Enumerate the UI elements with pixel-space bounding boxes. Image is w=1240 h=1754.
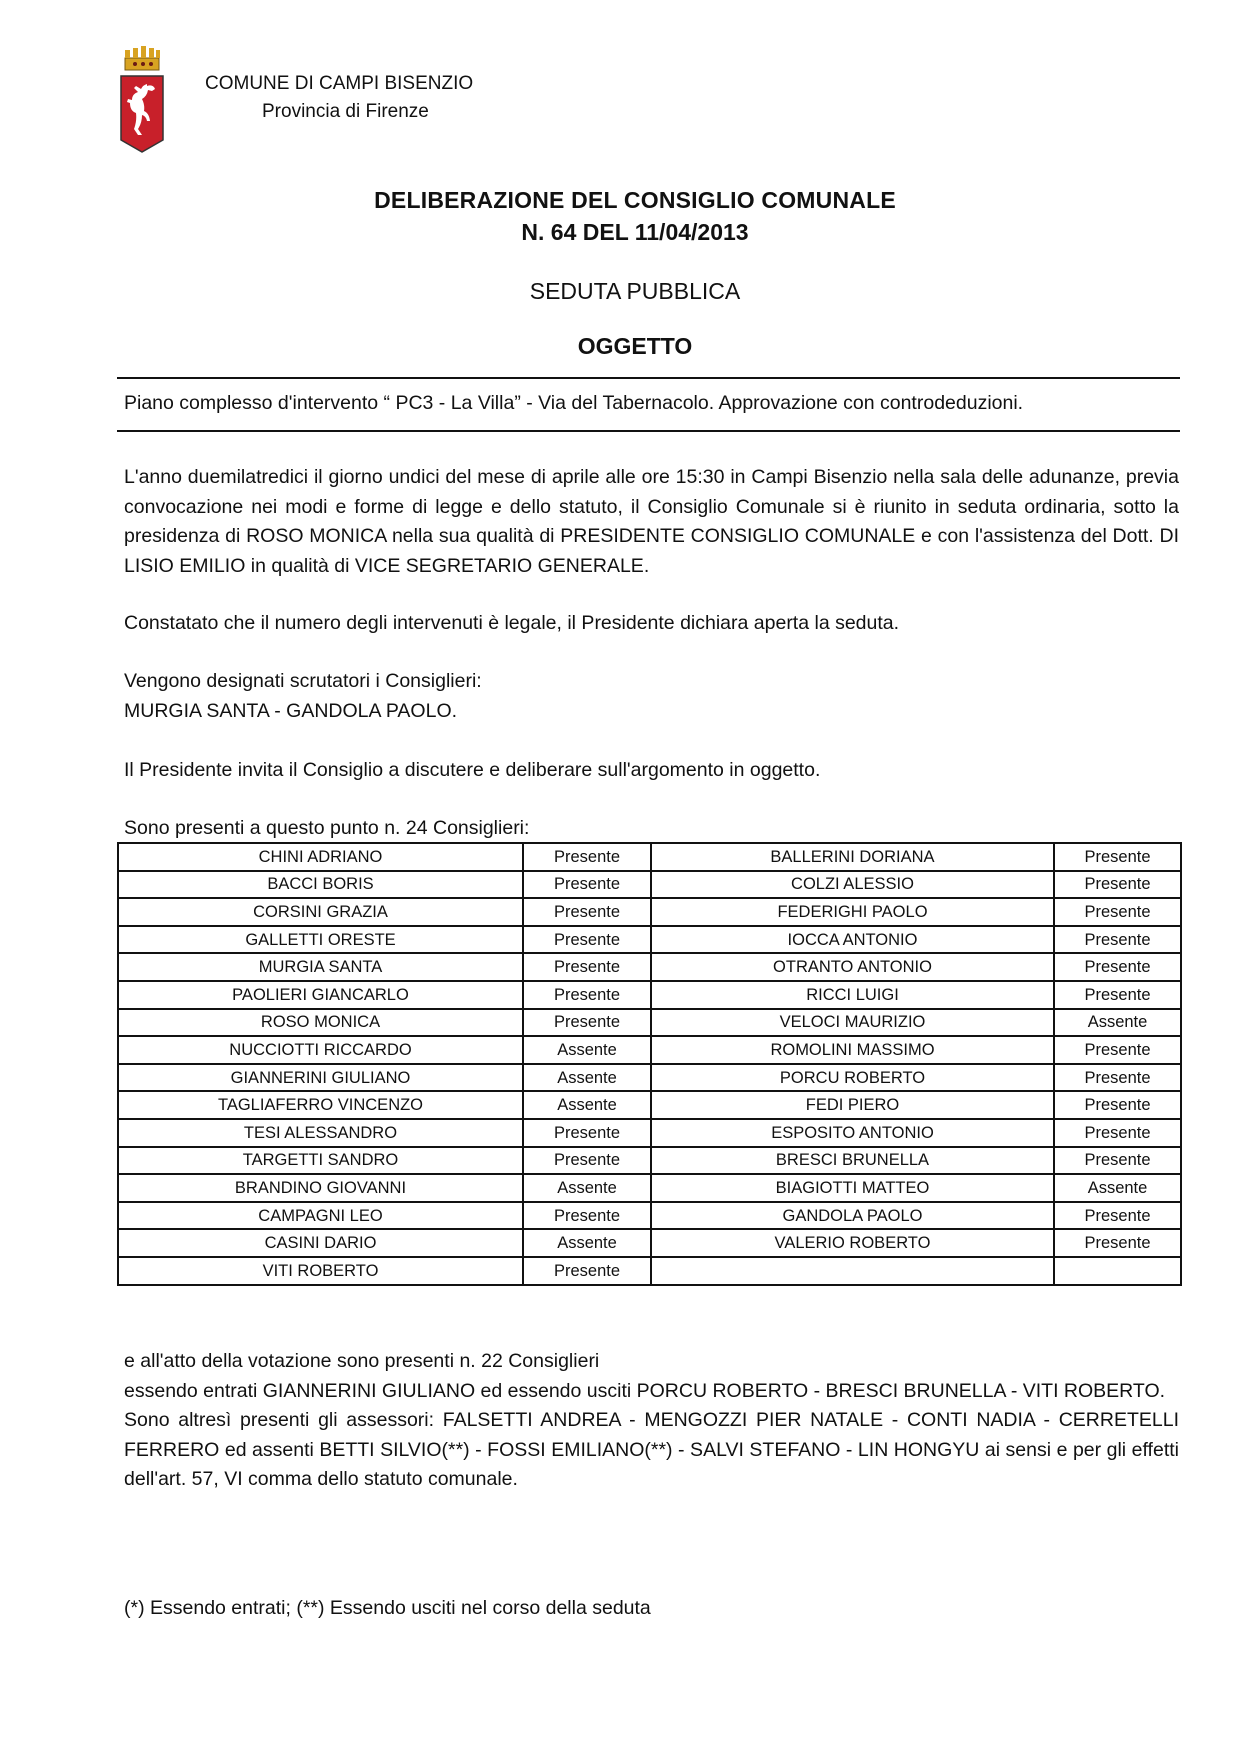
councillor-name: GANDOLA PAOLO bbox=[651, 1202, 1054, 1230]
table-row bbox=[118, 843, 1181, 871]
attendance-status: Presente bbox=[1054, 981, 1181, 1009]
divider-bottom bbox=[117, 430, 1180, 432]
attendance-status: Presente bbox=[1054, 953, 1181, 981]
councillor-name: PAOLIERI GIANCARLO bbox=[118, 981, 523, 1009]
councillor-name: TAGLIAFERRO VINCENZO bbox=[118, 1091, 523, 1119]
attendance-status: Presente bbox=[523, 898, 651, 926]
councillor-name: RICCI LUIGI bbox=[651, 981, 1054, 1009]
councillor-name: IOCCA ANTONIO bbox=[651, 926, 1054, 954]
attendance-table bbox=[117, 842, 1182, 1286]
councillor-name: MURGIA SANTA bbox=[118, 953, 523, 981]
councillor-name: FEDERIGHI PAOLO bbox=[651, 898, 1054, 926]
councillor-name: BALLERINI DORIANA bbox=[651, 843, 1054, 871]
councillor-name: VALERIO ROBERTO bbox=[651, 1229, 1054, 1257]
councillor-name: CORSINI GRAZIA bbox=[118, 898, 523, 926]
comune-name: COMUNE DI CAMPI BISENZIO bbox=[205, 73, 474, 94]
table-row bbox=[118, 953, 1181, 981]
attendance-status: Assente bbox=[523, 1091, 651, 1119]
councillor-name: VITI ROBERTO bbox=[118, 1257, 523, 1285]
attendance-status: Presente bbox=[1054, 843, 1181, 871]
scrutatori-names: MURGIA SANTA - GANDOLA PAOLO. bbox=[124, 699, 458, 722]
councillor-name: VELOCI MAURIZIO bbox=[651, 1009, 1054, 1037]
councillor-name: CAMPAGNI LEO bbox=[118, 1202, 523, 1230]
attendance-status: Presente bbox=[523, 871, 651, 899]
attendance-status: Presente bbox=[1054, 1202, 1181, 1230]
table-row bbox=[118, 926, 1181, 954]
councillor-name: ROSO MONICA bbox=[118, 1009, 523, 1037]
table-row bbox=[118, 1036, 1181, 1064]
table-row bbox=[118, 871, 1181, 899]
subject-heading: OGGETTO bbox=[577, 333, 693, 359]
attendance-status: Presente bbox=[1054, 1091, 1181, 1119]
attendance-status: Assente bbox=[523, 1229, 651, 1257]
intro-paragraph: L'anno duemilatredici il giorno undici del mese di aprile alle ore 15:30 in Campi Bisenzio nella sala delle adunanze, previa convocazione nei modi e forme di legge e dello statuto, il Consiglio Comunale si è riunito in seduta ordinaria, sotto la presidenza di ROSO MONICA nella sua qualità di PRESIDENTE CONSIGLIO COMUNALE e con l'assistenza del Dott. DI LISIO EMILIO in qualità di VICE SEGRETARIO GENERALE. bbox=[124, 466, 1179, 577]
footnote: (*) Essendo entrati; (**) Essendo usciti nel corso della seduta bbox=[124, 1597, 651, 1619]
voting-paragraph bbox=[124, 1347, 1179, 1495]
councillor-name: CHINI ADRIANO bbox=[118, 843, 523, 871]
attendance-status: Presente bbox=[523, 1202, 651, 1230]
attendance-status bbox=[1054, 1257, 1181, 1285]
document-title: DELIBERAZIONE DEL CONSIGLIO COMUNALE bbox=[374, 187, 896, 213]
assessori-list: Sono altresì presenti gli assessori: FALSETTI ANDREA - MENGOZZI PIER NATALE - CONTI NADIA - CERRETELLI FERRERO ed assenti BETTI SILVIO(**) - FOSSI EMILIANO(**) - SALVI STEFANO - LIN HONGYU ai sensi e per gli effetti dell'art. 57, VI comma dello statuto comunale. bbox=[124, 1409, 1179, 1490]
councillor-name: BIAGIOTTI MATTEO bbox=[651, 1174, 1054, 1202]
councillor-name: GALLETTI ORESTE bbox=[118, 926, 523, 954]
subject-text: Piano complesso d'intervento “ PC3 - La Villa” - Via del Tabernacolo. Approvazione con controdeduzioni. bbox=[124, 392, 1024, 414]
councillor-name: BACCI BORIS bbox=[118, 871, 523, 899]
attendance-status: Presente bbox=[1054, 1119, 1181, 1147]
attendance-status: Presente bbox=[523, 1009, 651, 1037]
attendance-status: Presente bbox=[523, 953, 651, 981]
attendance-status: Assente bbox=[1054, 1009, 1181, 1037]
councillor-name: COLZI ALESSIO bbox=[651, 871, 1054, 899]
voting-changes: essendo entrati GIANNERINI GIULIANO ed essendo usciti PORCU ROBERTO - BRESCI BRUNELLA - VITI ROBERTO. bbox=[124, 1379, 1166, 1402]
quorum-paragraph: Constatato che il numero degli intervenuti è legale, il Presidente dichiara aperta la seduta. bbox=[124, 612, 900, 634]
attendance-status: Presente bbox=[1054, 1147, 1181, 1175]
table-row bbox=[118, 1202, 1181, 1230]
councillor-name: TARGETTI SANDRO bbox=[118, 1147, 523, 1175]
attendance-status: Presente bbox=[1054, 926, 1181, 954]
attendance-status: Presente bbox=[1054, 898, 1181, 926]
attendance-status: Assente bbox=[523, 1174, 651, 1202]
attendance-status: Presente bbox=[1054, 1229, 1181, 1257]
table-row bbox=[118, 898, 1181, 926]
councillor-name: BRESCI BRUNELLA bbox=[651, 1147, 1054, 1175]
invite-paragraph: Il Presidente invita il Consiglio a discutere e deliberare sull'argomento in oggetto. bbox=[124, 759, 821, 781]
scrutatori-paragraph bbox=[124, 667, 1179, 726]
councillor-name: ESPOSITO ANTONIO bbox=[651, 1119, 1054, 1147]
councillor-name: FEDI PIERO bbox=[651, 1091, 1054, 1119]
councillor-name: TESI ALESSANDRO bbox=[118, 1119, 523, 1147]
table-row bbox=[118, 981, 1181, 1009]
councillor-name: CASINI DARIO bbox=[118, 1229, 523, 1257]
councillor-name bbox=[651, 1257, 1054, 1285]
councillor-name: ROMOLINI MASSIMO bbox=[651, 1036, 1054, 1064]
coat-of-arms-icon bbox=[117, 44, 167, 156]
document-number-date: N. 64 DEL 11/04/2013 bbox=[521, 219, 749, 245]
councillor-name: NUCCIOTTI RICCARDO bbox=[118, 1036, 523, 1064]
table-row bbox=[118, 1091, 1181, 1119]
present-count: Sono presenti a questo punto n. 24 Consiglieri: bbox=[124, 817, 530, 839]
table-row bbox=[118, 1229, 1181, 1257]
table-row bbox=[118, 1064, 1181, 1092]
attendance-status: Presente bbox=[523, 1147, 651, 1175]
attendance-status: Presente bbox=[523, 926, 651, 954]
table-row bbox=[118, 1009, 1181, 1037]
table-row bbox=[118, 1257, 1181, 1285]
scrutatori-label: Vengono designati scrutatori i Consiglieri: bbox=[124, 670, 482, 692]
attendance-status: Assente bbox=[523, 1036, 651, 1064]
voting-count: e all'atto della votazione sono presenti n. 22 Consiglieri bbox=[124, 1350, 600, 1372]
councillor-name: BRANDINO GIOVANNI bbox=[118, 1174, 523, 1202]
attendance-status: Assente bbox=[1054, 1174, 1181, 1202]
attendance-status: Presente bbox=[523, 981, 651, 1009]
table-row bbox=[118, 1147, 1181, 1175]
councillor-name: GIANNERINI GIULIANO bbox=[118, 1064, 523, 1092]
attendance-status: Presente bbox=[1054, 871, 1181, 899]
attendance-status: Presente bbox=[1054, 1036, 1181, 1064]
provincia-name: Provincia di Firenze bbox=[262, 101, 429, 122]
attendance-status: Presente bbox=[523, 1257, 651, 1285]
attendance-status: Presente bbox=[1054, 1064, 1181, 1092]
attendance-status: Assente bbox=[523, 1064, 651, 1092]
councillor-name: PORCU ROBERTO bbox=[651, 1064, 1054, 1092]
councillor-name: OTRANTO ANTONIO bbox=[651, 953, 1054, 981]
attendance-status: Presente bbox=[523, 1119, 651, 1147]
attendance-status: Presente bbox=[523, 843, 651, 871]
table-row bbox=[118, 1174, 1181, 1202]
divider-top bbox=[117, 377, 1180, 379]
table-row bbox=[118, 1119, 1181, 1147]
session-type: SEDUTA PUBBLICA bbox=[529, 278, 741, 304]
